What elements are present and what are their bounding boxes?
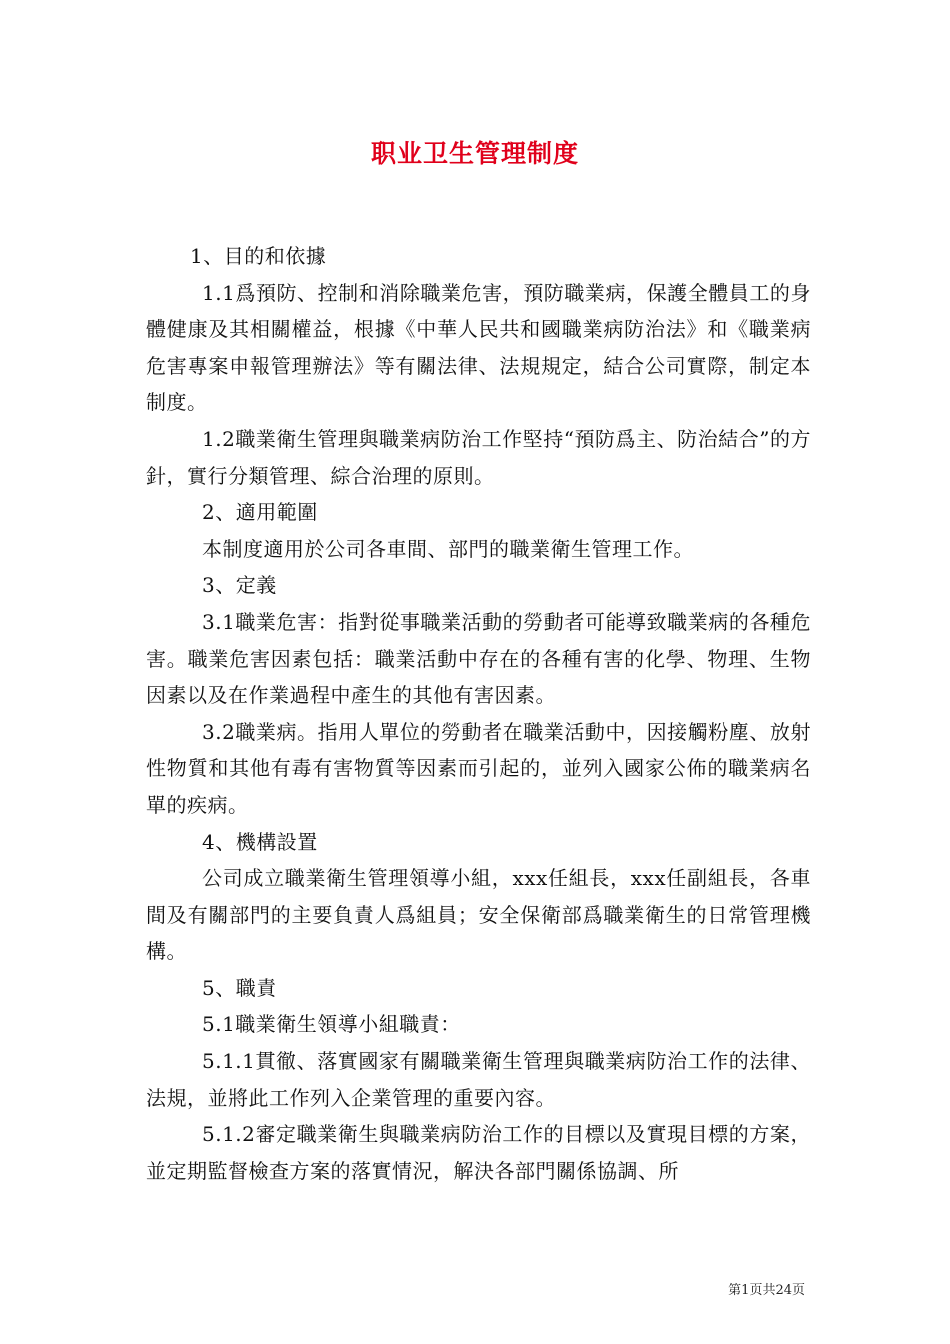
paragraph-scope: 本制度適用於公司各車間、部門的職業衛生管理工作。 — [202, 536, 694, 561]
document-title: 职业卫生管理制度 — [370, 139, 579, 168]
paragraph-1-1: 1.1爲預防、控制和消除職業危害，預防職業病，保護全體員工的身體健康及其相關權益，根據《中華人民共和國職業病防治法》和《職業病危害專案申報管理辦法》等有關法律、法規規定，結合公司實際，制定本制度。 — [146, 280, 811, 415]
section-heading-purpose: 1、目的和依據 — [190, 244, 327, 268]
section-heading-duties: 5、職責 — [202, 975, 277, 1000]
section-heading-organization: 4、機構設置 — [202, 829, 318, 854]
paragraph-5-1-1: 5.1.1貫徹、落實國家有關職業衛生管理與職業病防治工作的法律、法規，並將此工作列入企業管理的重要內容。 — [146, 1049, 811, 1110]
paragraph-3-1: 3.1職業危害：指對從事職業活動的勞動者可能導致職業病的各種危害。職業危害因素包括：職業活動中存在的各種有害的化學、物理、生物因素以及在作業過程中產生的其他有害因素。 — [146, 609, 811, 708]
paragraph-5-1: 5.1職業衛生領導小組職責： — [202, 1012, 461, 1037]
section-heading-definitions: 3、定義 — [202, 573, 277, 598]
paragraph-5-1-2: 5.1.2審定職業衛生與職業病防治工作的目標以及實現目標的方案，並定期監督檢查方案的落實情況，解決各部門關係協調、所 — [146, 1122, 811, 1183]
page-number: 第1页共24页 — [728, 1283, 805, 1298]
section-heading-scope: 2、適用範圍 — [202, 500, 318, 525]
paragraph-1-2: 1.2職業衛生管理與職業病防治工作堅持“預防爲主、防治結合”的方針，實行分類管理、綜合治理的原則。 — [146, 426, 811, 488]
paragraph-3-2: 3.2職業病。指用人單位的勞動者在職業活動中，因接觸粉塵、放射性物質和其他有毒有害物質等因素而引起的，並列入國家公佈的職業病名單的疾病。 — [146, 719, 811, 817]
document-body — [146, 238, 811, 1189]
paragraph-organization: 公司成立職業衛生管理領導小組，xxx任組長，xxx任副組長，各車間及有關部門的主要負責人爲組員；安全保衛部爲職業衛生的日常管理機構。 — [146, 866, 811, 964]
